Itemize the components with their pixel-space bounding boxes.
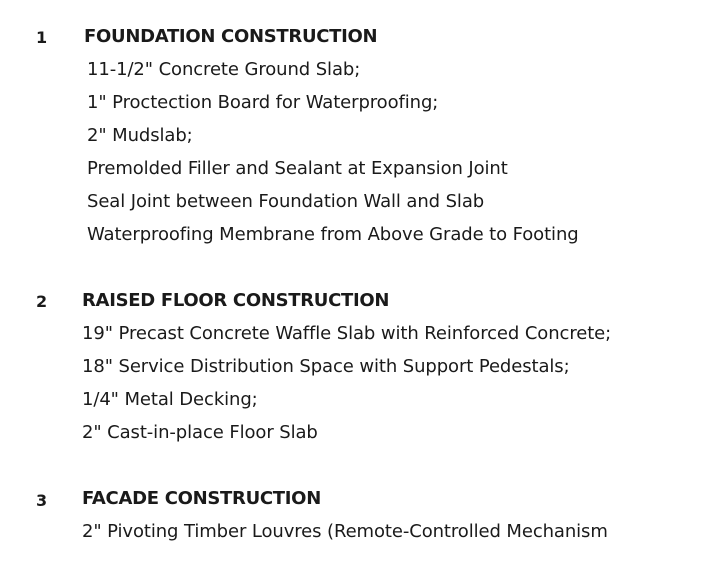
- list-item: 2" Cast-in-place Floor Slab: [82, 422, 318, 443]
- list-item: Waterproofing Membrane from Above Grade to Footing: [87, 224, 579, 245]
- section-number: 3: [36, 491, 48, 510]
- section-number: 1: [36, 28, 48, 47]
- list-item: 1/4" Metal Decking;: [82, 389, 258, 410]
- list-item: Seal Joint between Foundation Wall and Slab: [87, 191, 485, 212]
- list-item: 1" Proctection Board for Waterproofing;: [87, 92, 439, 113]
- section-number: 2: [36, 292, 48, 311]
- list-item: 18" Service Distribution Space with Support Pedestals;: [82, 356, 570, 377]
- list-item: 2" Pivoting Timber Louvres (Remote-Controlled Mechanism: [82, 521, 608, 542]
- section-title: FOUNDATION CONSTRUCTION: [84, 26, 378, 47]
- list-item: 11-1/2" Concrete Ground Slab;: [87, 59, 361, 80]
- list-item: 19" Precast Concrete Waffle Slab with Reinforced Concrete;: [82, 323, 612, 344]
- section-item-list: [82, 317, 611, 449]
- list-item: 2" Mudslab;: [87, 125, 193, 146]
- section-title: RAISED FLOOR CONSTRUCTION: [82, 290, 390, 311]
- section-item-list: [87, 53, 579, 251]
- list-item: Premolded Filler and Sealant at Expansion Joint: [87, 158, 508, 179]
- section-title: FACADE CONSTRUCTION: [82, 488, 321, 509]
- section-item-list: [82, 515, 608, 548]
